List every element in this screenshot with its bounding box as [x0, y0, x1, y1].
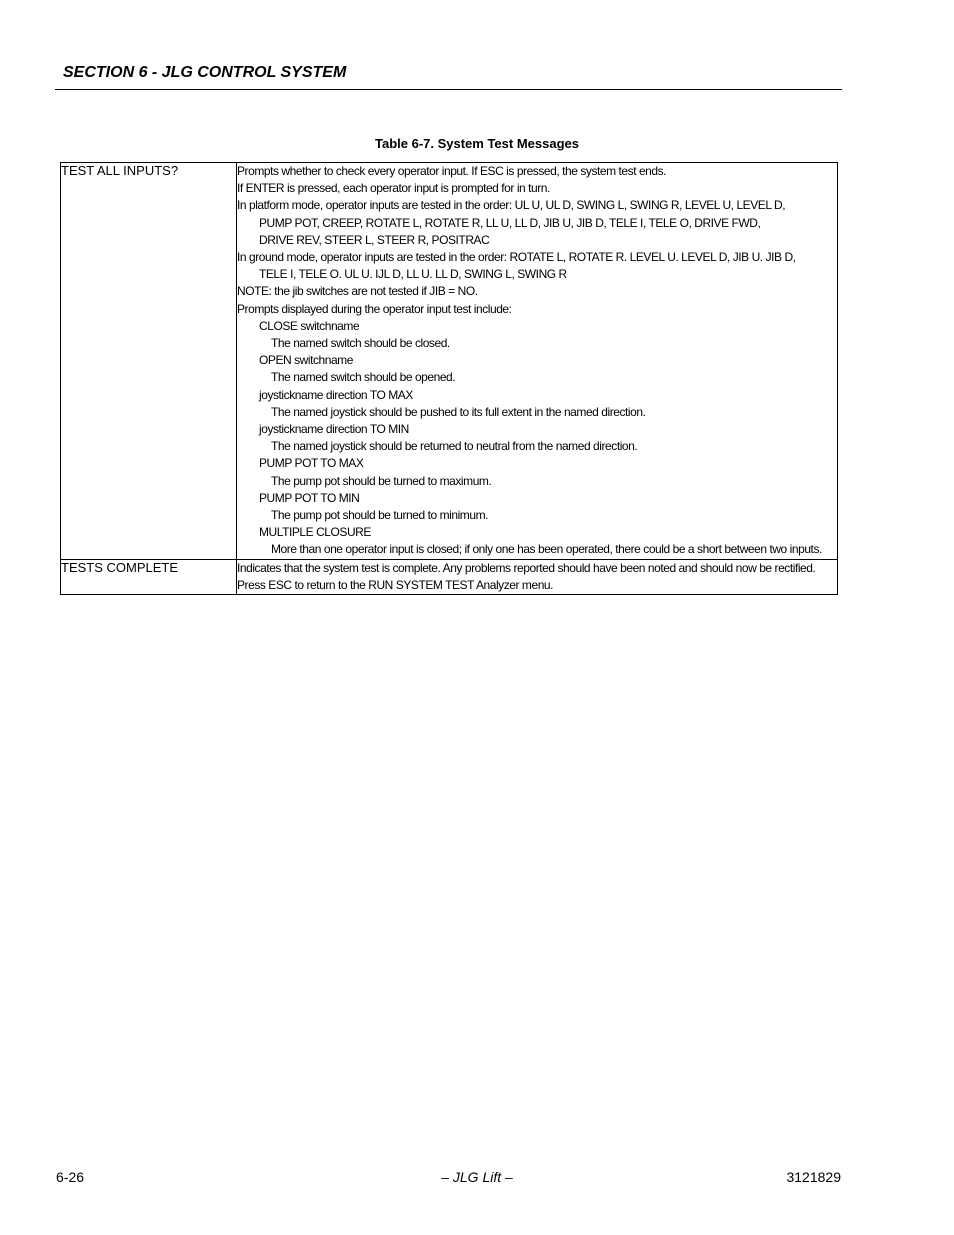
description-line: The pump pot should be turned to minimum.	[271, 508, 489, 523]
description-line: The pump pot should be turned to maximum.	[271, 473, 492, 488]
message-description-cell	[237, 559, 838, 594]
description-line: More than one operator input is closed; if only one has been operated, there could be a short between two inputs.	[271, 542, 822, 557]
message-name-cell: TEST ALL INPUTS?	[61, 163, 237, 560]
description-line: PUMP POT TO MIN	[259, 490, 360, 505]
table-row	[61, 559, 838, 594]
description-line: The named joystick should be returned to neutral from the named direction.	[271, 439, 638, 454]
description-line: Prompts displayed during the operator input test include:	[237, 301, 512, 316]
description-line: Press ESC to return to the RUN SYSTEM TEST Analyzer menu.	[237, 577, 554, 592]
description-line: In platform mode, operator inputs are tested in the order: UL U, UL D, SWING L, SWING R, LEVEL U, LEVEL D,	[237, 198, 786, 213]
description-line: DRIVE REV, STEER L, STEER R, POSITRAC	[259, 232, 490, 247]
description-line: PUMP POT, CREEP, ROTATE L, ROTATE R, LL U, LL D, JIB U, JIB D, TELE I, TELE O, DRIVE FWD,	[259, 215, 761, 230]
message-description-cell	[237, 163, 838, 560]
section-title: SECTION 6 - JLG CONTROL SYSTEM	[63, 64, 347, 81]
message-name-cell: TESTS COMPLETE	[61, 559, 237, 594]
table-body	[61, 163, 838, 595]
system-test-messages-table	[60, 162, 838, 595]
page-number: 6-26	[56, 1169, 85, 1185]
description-line: The named switch should be opened.	[271, 370, 456, 385]
table-row	[61, 163, 838, 560]
description-line: MULTIPLE CLOSURE	[259, 525, 371, 540]
description-line: PUMP POT TO MAX	[259, 456, 364, 471]
description-line: The named switch should be closed.	[271, 336, 450, 351]
header-divider	[55, 89, 842, 90]
description-line: TELE I, TELE O. UL U. IJL D, LL U. LL D, SWING L, SWING R	[259, 267, 567, 282]
description-line: Indicates that the system test is complete. Any problems reported should have been noted and should now be rectified.	[237, 560, 816, 575]
description-line: CLOSE switchname	[259, 318, 360, 333]
description-line: The named joystick should be pushed to its full extent in the named direction.	[271, 404, 646, 419]
description-line: If ENTER is pressed, each operator input is prompted for in turn.	[237, 181, 550, 196]
doc-number: 3121829	[786, 1169, 841, 1185]
description-line: joystickname direction TO MIN	[259, 422, 409, 437]
description-line: NOTE: the jib switches are not tested if JIB = NO.	[237, 284, 478, 299]
description-line: joystickname direction TO MAX	[259, 387, 413, 402]
description-line: Prompts whether to check every operator input. If ESC is pressed, the system test ends.	[237, 164, 667, 178]
description-line: OPEN switchname	[259, 353, 353, 368]
description-line: In ground mode, operator inputs are tested in the order: ROTATE L, ROTATE R. LEVEL U. LEVEL D, JIB U. JIB D,	[237, 250, 796, 265]
footer-publisher: – JLG Lift –	[441, 1169, 513, 1185]
table-caption: Table 6-7. System Test Messages	[374, 136, 579, 151]
